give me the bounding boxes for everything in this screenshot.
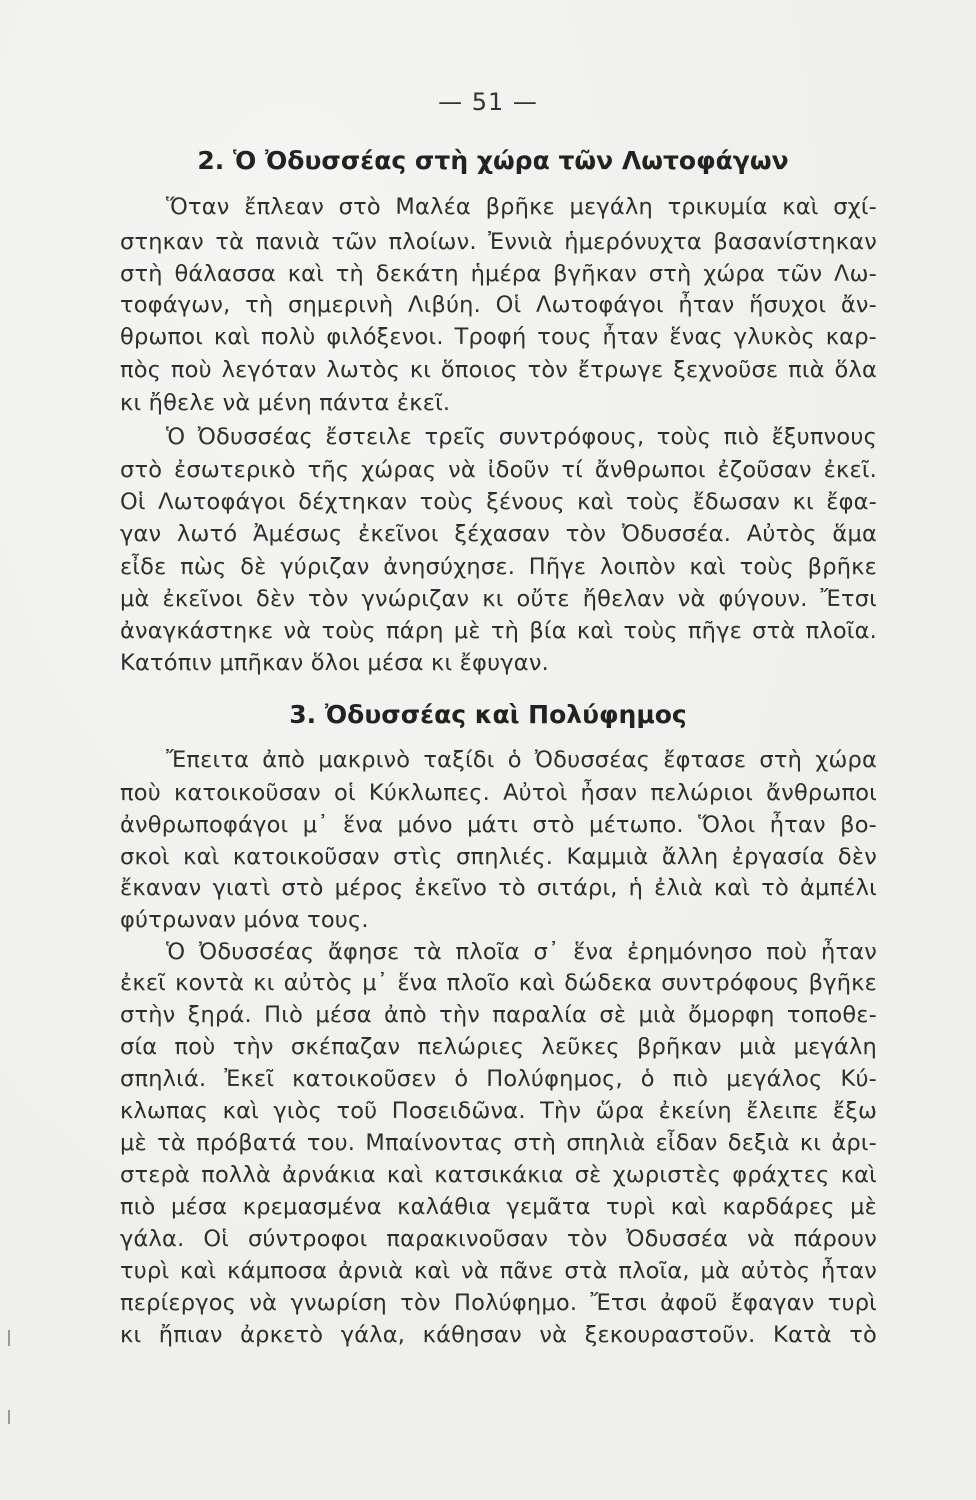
text-line: ἔκαναν γιατὶ στὸ μέρος ἐκεῖνο τὸ σιτάρι, ἡ ἐλιὰ καὶ τὸ ἀμπέλι xyxy=(120,875,877,901)
text-line: Ἔπειτα ἀπὸ μακρινὸ ταξίδι ὁ Ὀδυσσέας ἔφτασε στὴ χώρα xyxy=(166,747,877,773)
text-line: γάλα. Οἱ σύντροφοι παρακινοῦσαν τὸν Ὀδυσσέα νὰ πάρουν xyxy=(120,1226,877,1252)
page-number: — 51 — xyxy=(438,88,538,116)
text-line: περίεργος νὰ γνωρίση τὸν Πολύφημο. Ἔτσι ἀφοῦ ἔφαγαν τυρὶ xyxy=(120,1290,877,1316)
text-line: πὸς ποὺ λεγόταν λωτὸς κι ὅποιος τὸν ἔτρωγε ξεχνοῦσε πιὰ ὅλα xyxy=(120,357,877,383)
text-line: πιὸ μέσα κρεμασμένα καλάθια γεμᾶτα τυρὶ καὶ καρδάρες μὲ xyxy=(120,1194,877,1220)
text-line: σκοὶ καὶ κατοικοῦσαν στὶς σπηλιές. Καμμιὰ ἄλλη ἐργασία δὲν xyxy=(120,844,877,870)
text-line: κι ἤπιαν ἀρκετὸ γάλα, κάθησαν νὰ ξεκουραστοῦν. Κατὰ τὸ xyxy=(120,1322,877,1348)
text-line: ποὺ κατοικοῦσαν οἱ Κύκλωπες. Αὐτοὶ ἦσαν πελώριοι ἄνθρωποι xyxy=(120,780,877,806)
text-line: ἐκεῖ κοντὰ κι αὐτὸς μ᾽ ἕνα πλοῖο καὶ δώδεκα συντρόφους βγῆκε xyxy=(120,970,877,996)
page-edge-mark xyxy=(8,1330,10,1346)
text-line: σία ποὺ τὴν σκέπαζαν πελώριες λεῦκες βρῆκαν μιὰ μεγάλη xyxy=(120,1034,877,1060)
text-line: σπηλιά. Ἐκεῖ κατοικοῦσεν ὁ Πολύφημος, ὁ πιὸ μεγάλος Κύ- xyxy=(120,1066,877,1092)
text-line: στὸ ἐσωτερικὸ τῆς χώρας νὰ ἰδοῦν τί ἄνθρωποι ἐζοῦσαν ἐκεῖ. xyxy=(120,457,877,483)
text-line: εἶδε πὼς δὲ γύριζαν ἀνησύχησε. Πῆγε λοιπὸν καὶ τοὺς βρῆκε xyxy=(120,554,877,580)
text-line: στὴν ξηρά. Πιὸ μέσα ἀπὸ τὴν παραλία σὲ μιὰ ὄμορφη τοποθε- xyxy=(120,1002,877,1028)
text-line: Ὁ Ὀδυσσέας ἄφησε τὰ πλοῖα σ᾽ ἕνα ἐρημόνησο ποὺ ἦταν xyxy=(166,939,877,965)
text-line: Κατόπιν μπῆκαν ὅλοι μέσα κι ἔφυγαν. xyxy=(120,650,549,676)
text-line: ἀνθρωποφάγοι μ᾽ ἕνα μόνο μάτι στὸ μέτωπο. Ὅλοι ἦταν βο- xyxy=(120,812,877,838)
text-line: θρωποι καὶ πολὺ φιλόξενοι. Τροφή τους ἦταν ἕνας γλυκὸς καρ- xyxy=(120,324,877,350)
text-line: κι ἤθελε νὰ μένη πάντα ἐκεῖ. xyxy=(120,390,451,416)
text-line: μὰ ἐκεῖνοι δὲν τὸν γνώριζαν κι οὔτε ἤθελαν νὰ φύγουν. Ἔτσι xyxy=(120,586,877,612)
text-line: μὲ τὰ πρόβατά του. Μπαίνοντας στὴ σπηλιὰ εἶδαν δεξιὰ κι ἀρι- xyxy=(120,1130,877,1156)
text-line: Ὅταν ἔπλεαν στὸ Μαλέα βρῆκε μεγάλη τρικυμία καὶ σχί- xyxy=(166,194,877,220)
text-line: ἀναγκάστηκε νὰ τοὺς πάρη μὲ τὴ βία καὶ τοὺς πῆγε στὰ πλοῖα. xyxy=(120,618,877,644)
text-line: στὴ θάλασσα καὶ τὴ δεκάτη ἡμέρα βγῆκαν στὴ χώρα τῶν Λω- xyxy=(120,261,877,287)
text-line: φύτρωναν μόνα τους. xyxy=(120,907,369,933)
text-line: γαν λωτό Ἀμέσως ἐκεῖνοι ξέχασαν τὸν Ὀδυσσέα. Αὐτὸς ἅμα xyxy=(120,521,877,547)
text-line: τοφάγων, τὴ σημερινὴ Λιβύη. Οἱ Λωτοφάγοι ἦταν ἥσυχοι ἄν- xyxy=(120,292,877,318)
text-line: στερὰ πολλὰ ἀρνάκια καὶ κατσικάκια σὲ χωριστὲς φράχτες καὶ xyxy=(120,1162,877,1188)
text-line: κλωπας καὶ γιὸς τοῦ Ποσειδῶνα. Τὴν ὥρα ἐκείνη ἔλειπε ἔξω xyxy=(120,1098,877,1124)
text-line: στηκαν τὰ πανιὰ τῶν πλοίων. Ἐννιὰ ἡμερόνυχτα βασανίστηκαν xyxy=(120,229,877,255)
section-heading-polyphemus: 3. Ὀδυσσέας καὶ Πολύφημος xyxy=(289,700,687,729)
section-heading-lotus-eaters: 2. Ὁ Ὀδυσσέας στὴ χώρα τῶν Λωτοφάγων xyxy=(197,146,789,175)
page-edge-mark xyxy=(8,1410,10,1424)
text-line: Ὁ Ὀδυσσέας ἔστειλε τρεῖς συντρόφους, τοὺς πιὸ ἔξυπνους xyxy=(166,424,877,450)
text-line: τυρὶ καὶ κάμποσα ἀρνιὰ καὶ νὰ πᾶνε στὰ πλοῖα, μὰ αὐτὸς ἦταν xyxy=(120,1258,877,1284)
text-line: Οἱ Λωτοφάγοι δέχτηκαν τοὺς ξένους καὶ τοὺς ἔδωσαν κι ἔφα- xyxy=(120,489,877,515)
